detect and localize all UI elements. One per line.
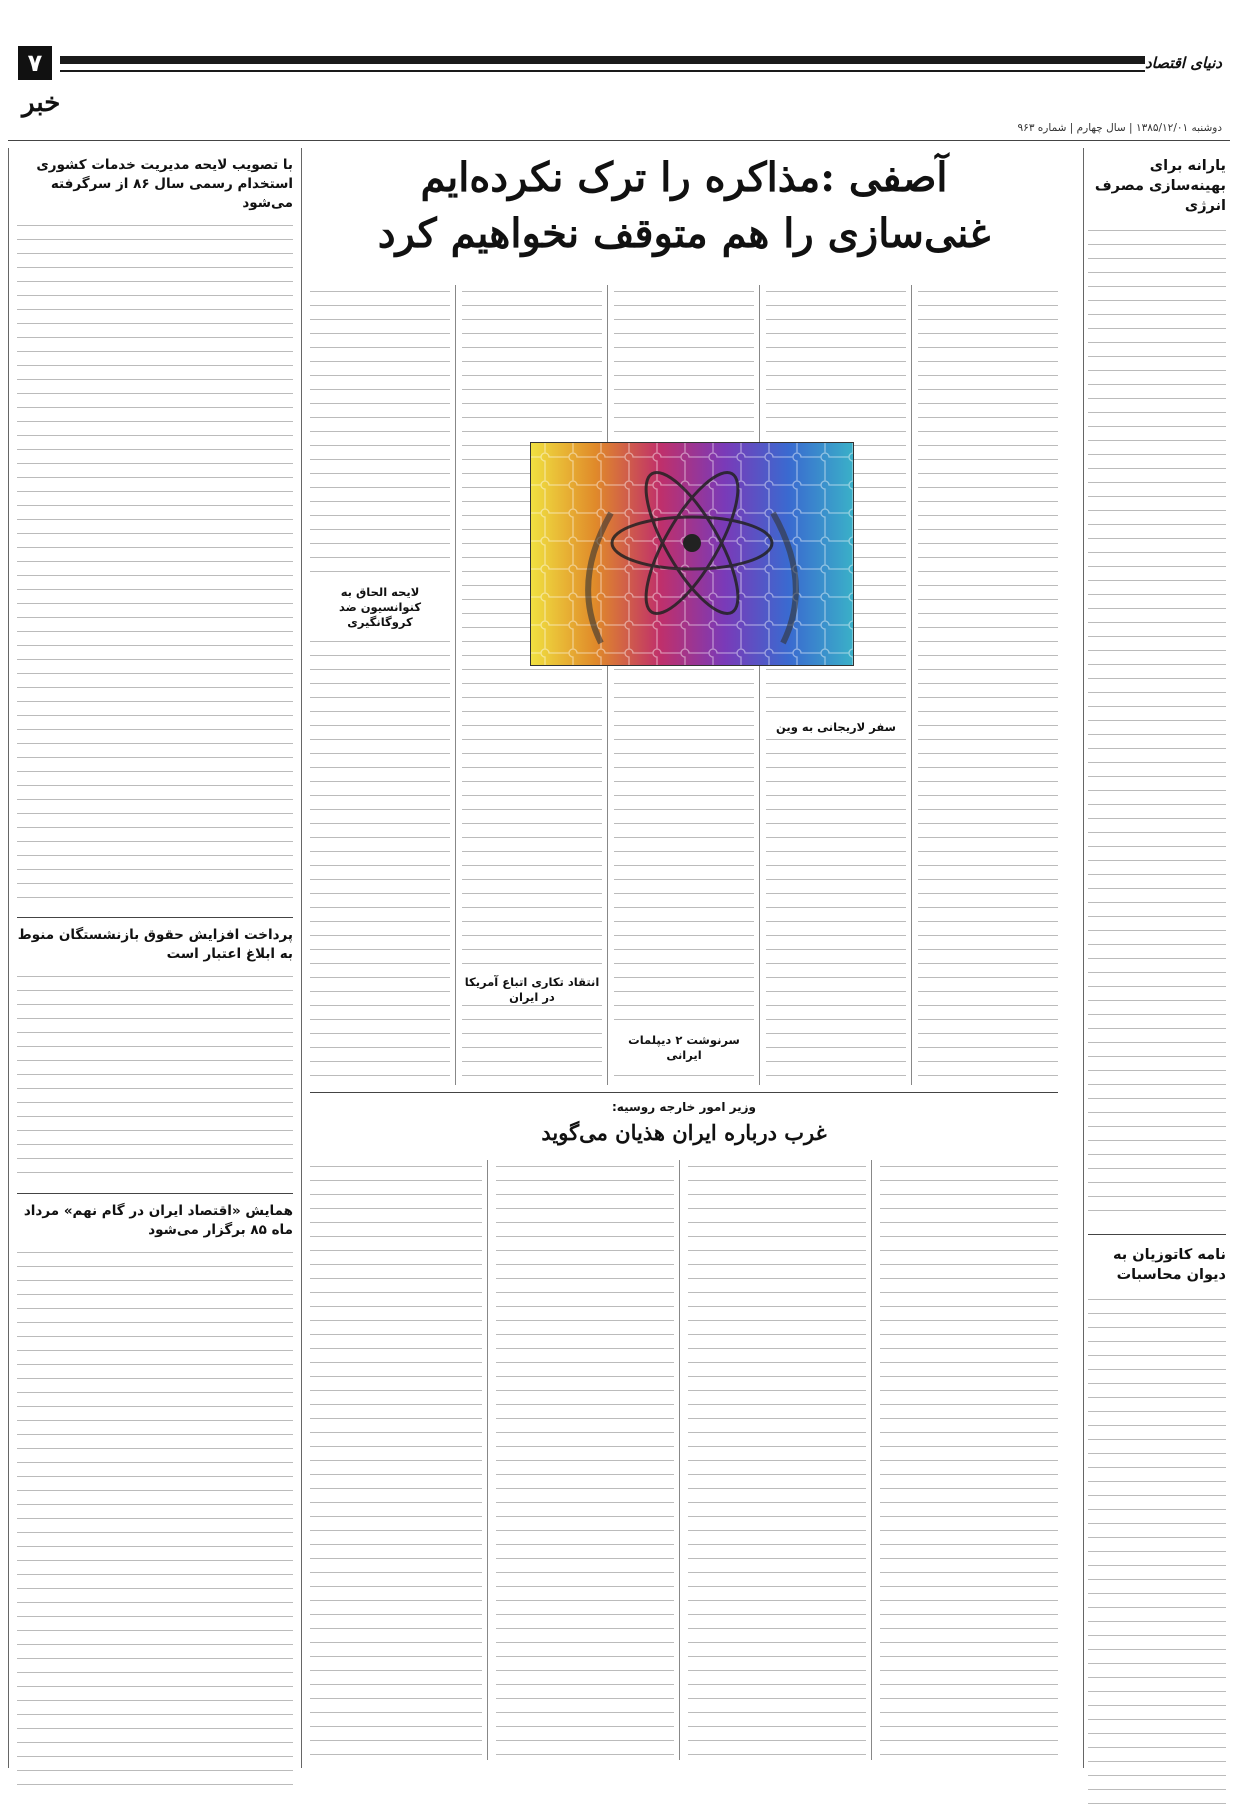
second-col-3	[496, 1160, 674, 1760]
main-headline-block	[310, 150, 1058, 278]
masthead-thick-rule	[60, 56, 1145, 64]
second-col-4	[310, 1160, 482, 1760]
second-story-headline: غرب درباره ایران هذیان می‌گوید	[541, 1120, 827, 1145]
second-col-rule-1	[871, 1160, 872, 1760]
left-story3-title: همایش «اقتصاد ایران در گام نهم» مرداد ماه ۸۵ برگزار می‌شود	[23, 1203, 293, 1238]
masthead-thin-rule	[60, 70, 1145, 72]
second-col-1	[880, 1160, 1058, 1760]
subhead-two-diplomats: سرنوشت ۲ دیپلمات ایرانی	[614, 1033, 754, 1063]
second-story-top-rule	[310, 1092, 1058, 1093]
left-divider-2	[17, 1193, 293, 1194]
second-col-rule-3	[487, 1160, 488, 1760]
subhead-us-nationals: انتقاد تکاری اتباع آمریکا در ایران	[462, 975, 602, 1005]
atom-puzzle-illustration	[531, 443, 853, 665]
page-number: ۷	[18, 46, 52, 80]
left-story2-title: پرداخت افزایش حقوق بازنشستگان منوط به ابلاغ اعتبار است	[17, 927, 293, 962]
section-label: خبر	[22, 88, 61, 118]
main-headline-line1: آصفی :مذاکره را ترک نکرده‌ایم	[420, 154, 948, 201]
right-story2-body	[1088, 1293, 1226, 1813]
main-col-1	[918, 285, 1058, 1085]
left-story3-body	[17, 1246, 293, 1786]
second-story-kicker: وزیر امور خارجه روسیه:	[612, 1100, 756, 1114]
right-story1-body	[1088, 224, 1226, 1224]
main-headline-line2: غنی‌سازی را هم متوقف نخواهیم کرد	[377, 210, 991, 257]
main-story-body	[310, 285, 1058, 1085]
left-story1-title: با تصویب لایحه مدیریت خدمات کشوری استخدام رسمی سال ۸۶ از سرگرفته می‌شود	[36, 157, 293, 211]
newspaper-logo: دنیای اقتصاد	[1144, 54, 1222, 72]
col-rule-1	[911, 285, 912, 1085]
main-col-3	[614, 285, 754, 1085]
col-rule-2	[759, 285, 760, 1085]
left-column	[8, 148, 302, 1768]
second-story-body	[310, 1160, 1058, 1760]
right-divider	[1088, 1234, 1226, 1235]
second-col-rule-2	[679, 1160, 680, 1760]
left-story1-body	[17, 219, 293, 909]
right-column	[1083, 148, 1234, 1768]
subhead-lariyani-vienna: سفر لاریجانی به وین	[766, 720, 906, 735]
left-divider-1	[17, 917, 293, 918]
dateline: دوشنبه ۱۳۸۵/۱۲/۰۱ | سال چهارم | شماره ۹۶۳	[1017, 122, 1222, 134]
top-divider	[8, 140, 1230, 141]
right-story1-title: یارانه برای بهینه‌سازی مصرف انرژی	[1094, 158, 1226, 214]
col-rule-4	[455, 285, 456, 1085]
col-rule-3	[607, 285, 608, 1085]
main-col-5	[310, 285, 450, 1085]
nuclear-puzzle-photo	[530, 442, 854, 666]
main-col-2	[766, 285, 906, 1085]
left-story2-body	[17, 970, 293, 1185]
subhead-hostage-convention: لایحه الحاق به کنوانسیون ضد کروگانگیری	[310, 585, 450, 630]
second-col-2	[688, 1160, 866, 1760]
main-col-4	[462, 285, 602, 1085]
right-story2-title: نامه کاتوزیان به دیوان محاسبات	[1112, 1247, 1226, 1283]
